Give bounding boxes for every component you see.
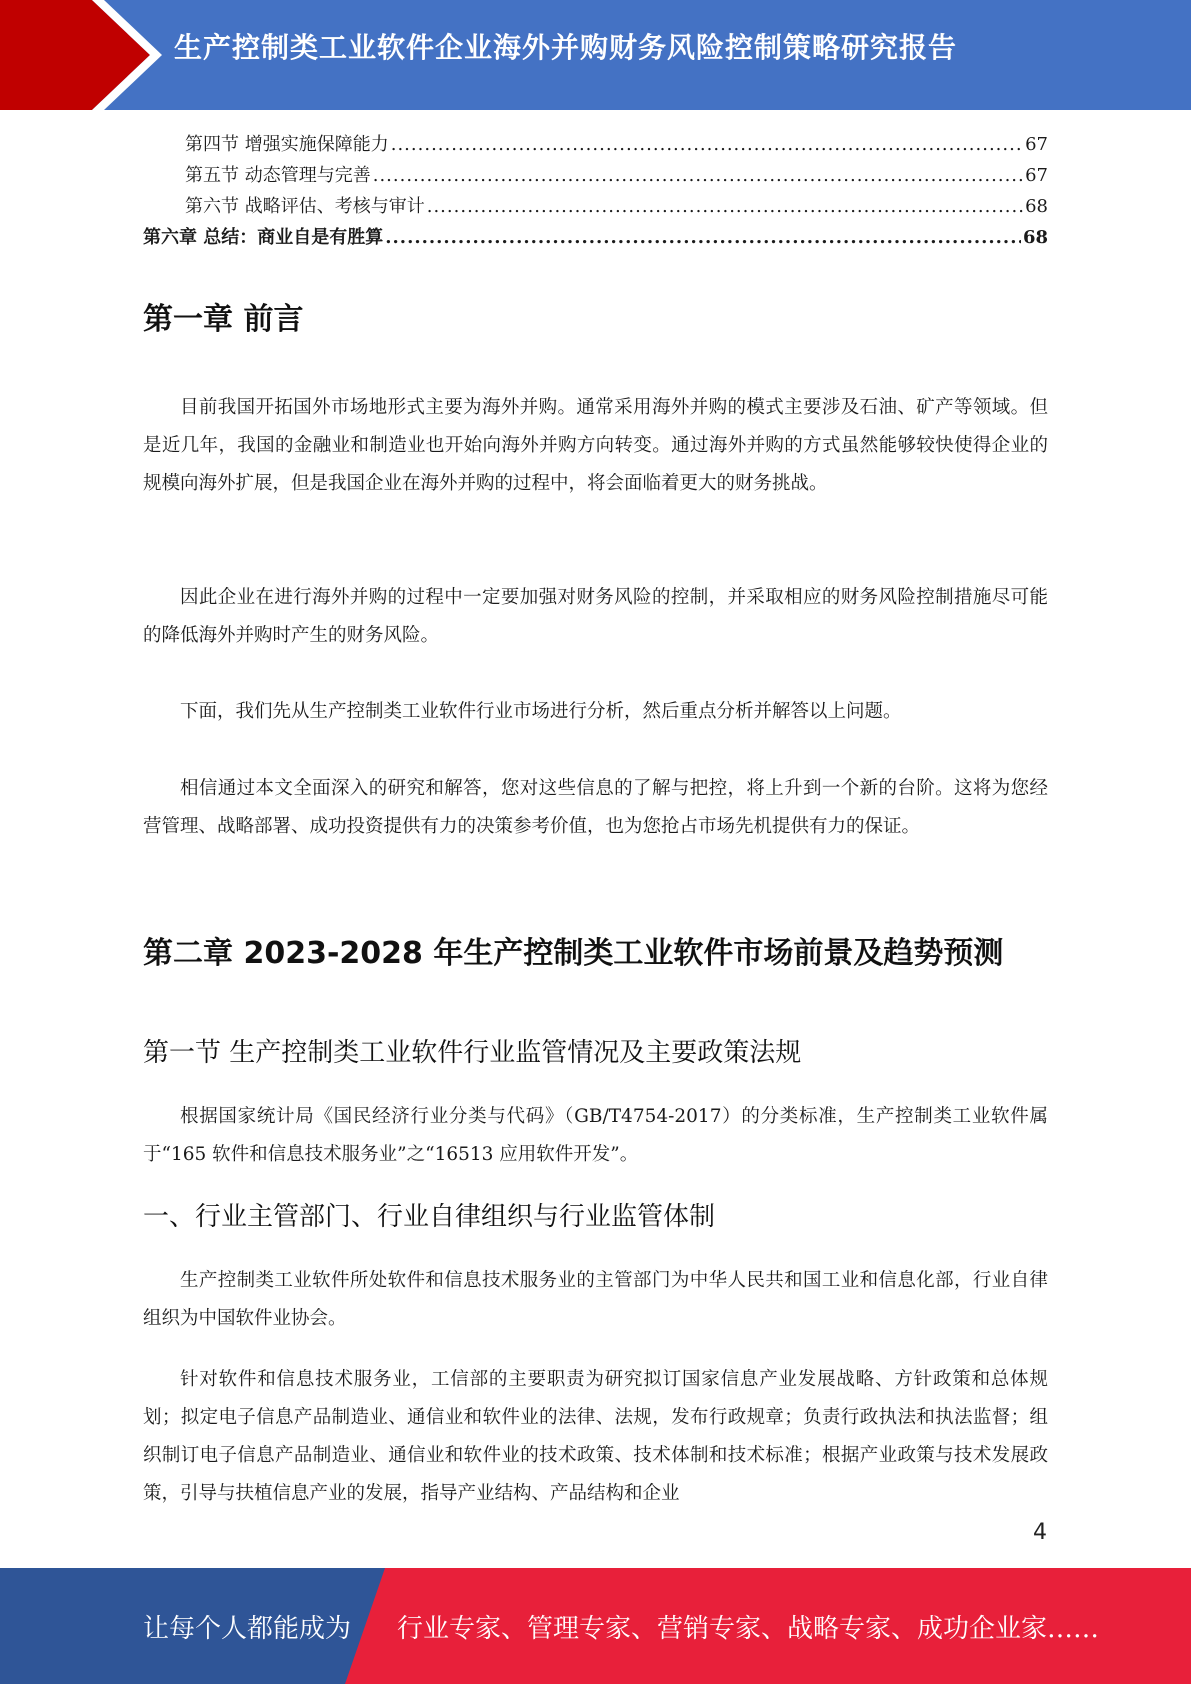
chapter-heading: 第一章 前言 <box>143 302 304 337</box>
toc-item-label: 第五节 动态管理与完善 <box>185 165 371 186</box>
section-heading: 第一节 生产控制类工业软件行业监管情况及主要政策法规 <box>143 1038 802 1068</box>
chapter-1-paragraph-3 <box>143 693 1048 731</box>
section-1-paragraph <box>143 1098 1048 1174</box>
toc-item-page: 68 <box>1022 227 1048 248</box>
toc-item-label: 第四节 增强实施保障能力 <box>185 134 389 155</box>
page-number: 4 <box>1033 1520 1047 1545</box>
toc-item[interactable] <box>143 130 1048 161</box>
toc-item-page: 67 <box>1025 165 1048 186</box>
toc-item-page: 68 <box>1025 196 1048 217</box>
toc-leader-dots <box>427 196 1023 217</box>
table-of-contents <box>143 130 1048 254</box>
paragraph: 根据国家统计局《国民经济行业分类与代码》（GB/T4754-2017）的分类标准，生产控制类工业软件属于“165 软件和信息技术服务业”之“16513 应用软件开发”。 <box>143 1106 1048 1165</box>
paragraph: 下面，我们先从生产控制类工业软件行业市场进行分析，然后重点分析并解答以上问题。 <box>180 701 902 722</box>
paragraph: 生产控制类工业软件所处软件和信息技术服务业的主管部门为中华人民共和国工业和信息化部，行业自律组织为中国软件业协会。 <box>143 1270 1048 1329</box>
toc-item[interactable] <box>143 161 1048 192</box>
toc-leader-dots <box>385 227 1021 248</box>
footer-banner <box>0 1568 1191 1684</box>
chapter-1-paragraph-2 <box>143 579 1048 655</box>
subsection-1-heading-block <box>143 1196 1048 1233</box>
chapter-heading: 第二章 2023-2028 年生产控制类工业软件市场前景及趋势预测 <box>143 936 1004 971</box>
toc-item-chapter[interactable] <box>143 223 1048 254</box>
footer-slogan-right: 行业专家、管理专家、营销专家、战略专家、成功企业家…… <box>397 1614 1100 1644</box>
toc-item-page: 67 <box>1025 134 1048 155</box>
paragraph: 针对软件和信息技术服务业，工信部的主要职责为研究拟订国家信息产业发展战略、方针政策和总体规划；拟定电子信息产品制造业、通信业和软件业的法律、法规，发布行政规章；负责行政执法和执法监督；组织制订电子信息产品制造业、通信业和软件业的技术政策、技术体制和技术标准；根据产业政策与技术发展政策，引导与扶植信息产业的发展，指导产业结构、产品结构和企业 <box>143 1369 1048 1504</box>
toc-item-label: 第六节 战略评估、考核与审计 <box>185 196 425 217</box>
toc-item[interactable] <box>143 192 1048 223</box>
chapter-1-paragraph-1 <box>143 389 1048 503</box>
header-banner <box>0 0 1191 110</box>
toc-leader-dots <box>391 134 1023 155</box>
toc-item-label: 第六章 总结：商业自是有胜算 <box>143 227 384 248</box>
toc-leader-dots <box>373 165 1023 186</box>
paragraph: 因此企业在进行海外并购的过程中一定要加强对财务风险的控制，并采取相应的财务风险控制措施尽可能的降低海外并购时产生的财务风险。 <box>143 587 1048 646</box>
chapter-2-heading-block <box>143 928 1048 972</box>
section-1-heading-block <box>143 1032 1048 1069</box>
subsection-heading: 一、行业主管部门、行业自律组织与行业监管体制 <box>143 1202 716 1232</box>
subsection-1-paragraph-1 <box>143 1262 1048 1338</box>
chapter-1-heading-block <box>143 294 1048 338</box>
header-title: 生产控制类工业软件企业海外并购财务风险控制策略研究报告 <box>174 31 958 64</box>
subsection-1-paragraph-2 <box>143 1361 1048 1513</box>
footer-slogan-left: 让每个人都能成为 <box>143 1614 352 1644</box>
paragraph: 目前我国开拓国外市场地形式主要为海外并购。通常采用海外并购的模式主要涉及石油、矿产等领域。但是近几年，我国的金融业和制造业也开始向海外并购方向转变。通过海外并购的方式虽然能够较快使得企业的规模向海外扩展，但是我国企业在海外并购的过程中，将会面临着更大的财务挑战。 <box>143 397 1048 494</box>
paragraph: 相信通过本文全面深入的研究和解答，您对这些信息的了解与把控，将上升到一个新的台阶。这将为您经营管理、战略部署、成功投资提供有力的决策参考价值，也为您抢占市场先机提供有力的保证。 <box>143 778 1048 837</box>
chapter-1-paragraph-4 <box>143 770 1048 846</box>
